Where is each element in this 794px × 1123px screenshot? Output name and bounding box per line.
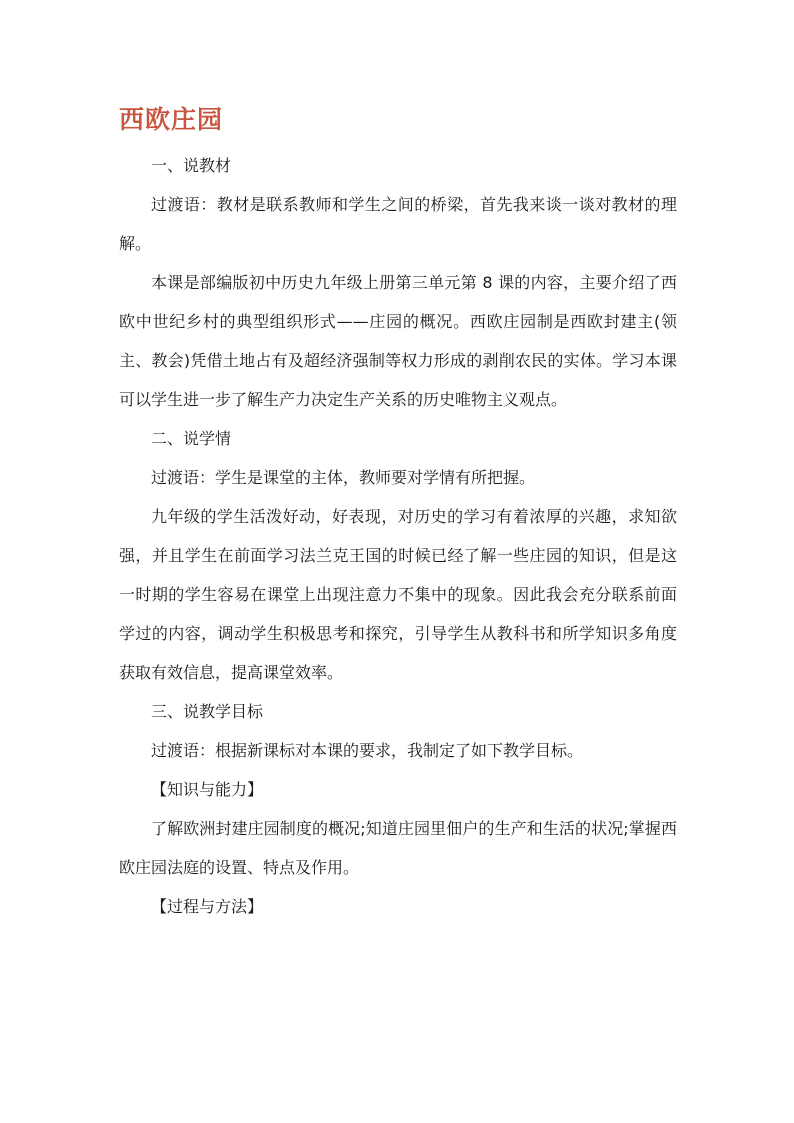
paragraph: 九年级的学生活泼好动，好表现，对历史的学习有着浓厚的兴趣，求知欲强，并且学生在前面学习法兰克王国的时候已经了解一些庄园的知识，但是这一时期的学生容易在课堂上出现注意力不集中的现象。因此我会充分联系前面学过的内容，调动学生积极思考和探究，引导学生从教科书和所学知识多角度获取有效信息，提高课堂效率。 bbox=[119, 507, 677, 682]
paragraph: 过渡语：学生是课堂的主体，教师要对学情有所把握。 bbox=[151, 468, 536, 487]
document-title: 西欧庄园 bbox=[119, 105, 224, 134]
paragraph: 过渡语：教材是联系教师和学生之间的桥梁，首先我来谈一谈对教材的理解。 bbox=[119, 195, 677, 253]
subheading-knowledge: 【知识与能力】 bbox=[151, 780, 264, 799]
section-heading-goals: 三、说教学目标 bbox=[151, 702, 264, 721]
paragraph: 本课是部编版初中历史九年级上册第三单元第 8 课的内容，主要介绍了西欧中世纪乡村的典型组织形式——庄园的概况。西欧庄园制是西欧封建主(领主、教会)凭借土地占有及超经济强制等权力形成的剥削农民的实体。学习本课可以学生进一步了解生产力决定生产关系的历史唯物主义观点。 bbox=[119, 273, 677, 409]
document-body bbox=[119, 146, 677, 926]
section-heading-textbook: 一、说教材 bbox=[151, 156, 232, 175]
paragraph: 了解欧洲封建庄园制度的概况;知道庄园里佃户的生产和生活的状况;掌握西欧庄园法庭的设置、特点及作用。 bbox=[119, 819, 677, 877]
section-heading-students: 二、说学情 bbox=[151, 429, 232, 448]
subheading-process: 【过程与方法】 bbox=[151, 897, 264, 916]
paragraph: 过渡语：根据新课标对本课的要求，我制定了如下教学目标。 bbox=[151, 741, 584, 760]
